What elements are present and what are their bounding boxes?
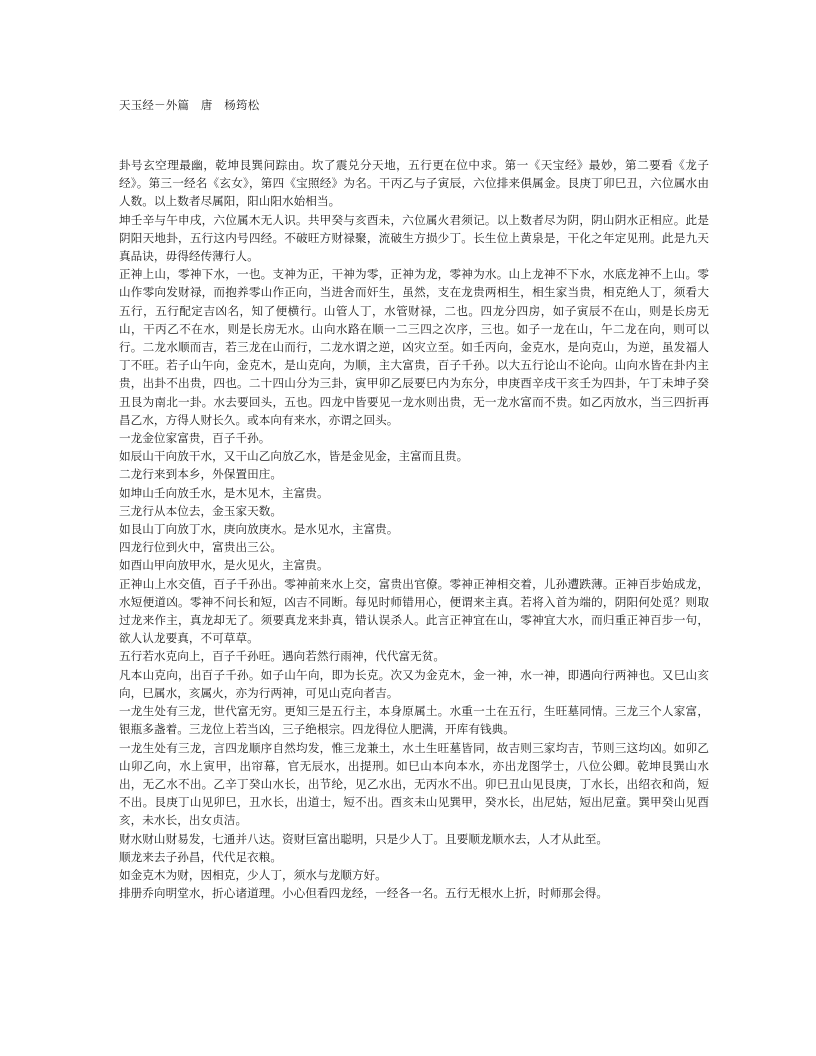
document-body bbox=[119, 96, 709, 902]
paragraph: 凡本山克向，出百子千孙。如子山午向，即为长克。次又为金克木，金一神，水一神，即遇向行两神也。又巳山亥向，巳属水，亥属火，亦为行两神，可见山克向者吉。 bbox=[119, 667, 709, 700]
paragraph: 一龙生处有三龙，世代富无穷。更知三是五行主，本身原属土。水重一土在五行，生旺墓同情。三龙三个人家富，银瓶多盏着。三龙位上若当凶，三子绝根宗。四龙得位人肥满，开库有钱典。 bbox=[119, 704, 709, 737]
paragraph: 一龙金位家富贵，百子千孙。 bbox=[119, 431, 271, 446]
paragraph: 财水财山财易发，七通并八达。资财巨富出聪明，只是少人丁。且要顺龙顺水去，人才从此至。 bbox=[119, 831, 609, 846]
paragraph: 如金克木为财，因相克，少人丁，须水与龙顺方好。 bbox=[119, 867, 387, 882]
paragraph: 正神山上水交值，百子千孙出。零神前来水上交，富贵出官僚。零神正神相交着，儿孙遭跌薄。正神百步始成龙，水短便道凶。零神不问长和短，凶吉不同断。每见时师错用心，便谓来主真。若将入首为端的，阴阳何处觅？则取过龙来作主，真龙却无了。须要真龙来卦真，错认误杀人。此言正神宜在山，零神宜大水，而归重正神百步一句，欲人认龙要真，不可草草。 bbox=[119, 576, 709, 646]
paragraph: 如辰山干向放干水，又干山乙向放乙水，皆是金见金，主富而且贵。 bbox=[119, 449, 469, 464]
paragraph: 排册乔向明堂水，折心诸道理。小心但看四龙经，一经各一名。五行无根水上折，时师那会得。 bbox=[119, 886, 609, 901]
paragraph: 如艮山丁向放丁水，庚向放庚水。是水见水，主富贵。 bbox=[119, 522, 399, 537]
paragraph: 如坤山壬向放壬水，是木见木，主富贵。 bbox=[119, 485, 329, 500]
paragraph: 正神上山，零神下水，一也。支神为正，干神为零，正神为龙，零神为水。山上龙神不下水，水底龙神不上山。零山作零向发财禄，而抱养零山作正向，当进舍而奸生，虽然，支在龙贵两相生，相生家当贵，相克绝人丁，须看大五行，五行配定吉凶名，知了便横行。山管人丁，水管财禄，二也。四龙分四房，如子寅辰不在山，则是长房无山，干丙乙不在水，则是长房无水。山向水路在顺一二三四之次序，三也。如子一龙在山，午二龙在向，则可以行。二龙水顺而吉，若三龙在山而行，二龙水谓之逆，凶灾立至。如壬丙向，金克水，是向克山，为逆，虽发福人丁不旺。若子山午向，金克木，是山克向，为顺，主大富贵，百子千孙。以大五行论山不论向。山向水皆在卦内主贵，出卦不出贵，四也。二十四山分为三卦，寅甲卯乙辰要巳内为东分，申庚酉辛戌干亥壬为四卦，午丁未坤子癸丑艮为南北一卦。水去要回头，五也。四龙中皆要见一龙水则出贵，无一龙水富而不贵。如乙丙放水，当三四折再昌乙水，方得人财长久。或本向有来水，亦谓之回头。 bbox=[119, 267, 709, 427]
paragraph: 三龙行从本位去，金玉家天数。 bbox=[119, 503, 283, 518]
paragraph: 坤壬辛与午申戌，六位属木无人识。共甲癸与亥酉未，六位属火君须记。以上数者尽为阴，阴山阴水正相应。此是阴阳天地卦，五行这内号四经。不破旺方财禄聚，流破生方损少丁。长生位上黄泉是，干化之年定见刑。此是九天真品诀，毋得经传薄行人。 bbox=[119, 212, 709, 264]
paragraph: 顺龙来去子孙昌，代代足衣粮。 bbox=[119, 849, 283, 864]
page-title: 天玉经－外篇 唐 杨筠松 bbox=[119, 98, 260, 112]
paragraph: 五行若水克向上，百子千孙旺。遇向若然行雨神，代代富无贫。 bbox=[119, 649, 446, 664]
paragraph: 二龙行来到本乡，外保置田庄。 bbox=[119, 467, 283, 482]
paragraph: 四龙行位到火中，富贵出三公。 bbox=[119, 540, 283, 555]
paragraph: 一龙生处有三龙，言四龙顺序自然均发，惟三龙兼土，水土生旺墓皆同，故吉则三家均吉，节则三这均凶。如卯乙山卯乙向，水上寅甲，出帘幕，官无辰水，出提刑。如巳山本向本水，亦出龙图学士，八位公卿。乾坤艮巽山水出，无乙水不出。乙辛丁癸山水长，出节纶，见乙水出，无丙水不出。卯巳丑山见艮庚，丁水长，出绍衣和尚，短不出。艮庚丁山见卯巳，丑水长，出道士，短不出。酉亥未山见巽甲，癸水长，出尼姑，短出尼童。巽甲癸山见酉亥，未水长，出女贞洁。 bbox=[119, 740, 709, 828]
paragraph: 卦号玄空理最幽，乾坤艮巽问踪由。坎了震兑分天地，五行更在位中求。第一《天宝经》最妙，第二要看《龙子经》。第三一经名《玄女》，第四《宝照经》为名。干丙乙与子寅辰，六位排来俱属金。艮庚丁卯巳丑，六位属水由人数。以上数者尽属阳，阳山阳水始相当。 bbox=[119, 158, 709, 209]
title-spacer bbox=[119, 114, 709, 156]
paragraph: 如酉山甲向放甲水，是火见火，主富贵。 bbox=[119, 558, 329, 573]
